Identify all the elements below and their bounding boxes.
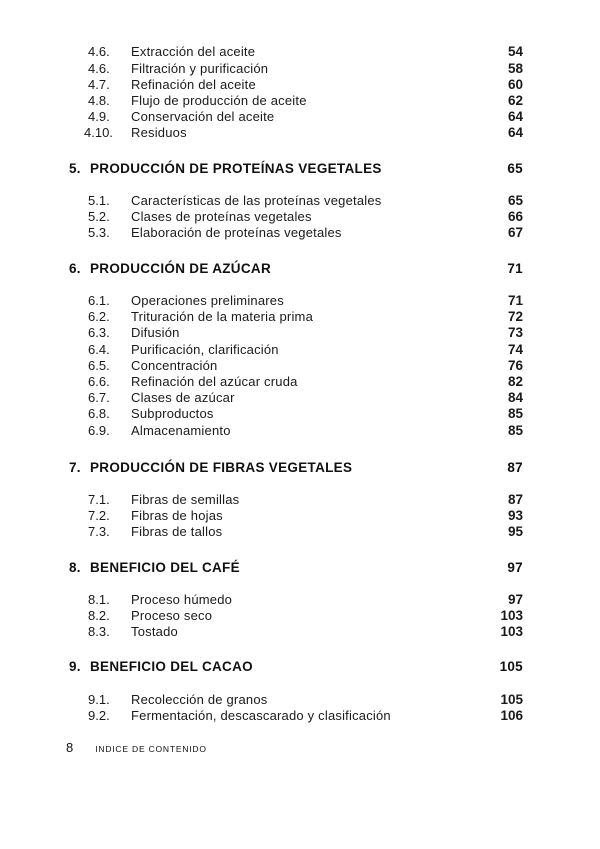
entry-number: 7.1. (88, 492, 110, 507)
chapter-page: 97 (507, 560, 523, 575)
entry-title: Subproductos (131, 406, 214, 421)
entry-number: 7.2. (88, 508, 110, 523)
chapter-title: BENEFICIO DEL CACAO (90, 659, 253, 674)
entry-number: 8.2. (88, 608, 110, 623)
entry-page: 95 (507, 524, 523, 539)
entry-number: 7.3. (88, 524, 110, 539)
entry-number: 9.2. (88, 708, 110, 723)
entry-title: Concentración (131, 358, 218, 373)
entry-title: Fibras de hojas (131, 508, 223, 523)
entry-title: Operaciones preliminares (131, 293, 284, 308)
chapter-number: 5. (69, 161, 81, 176)
toc-entry (88, 342, 525, 358)
toc-entry (88, 692, 525, 708)
toc-entry (88, 309, 525, 325)
chapter-number: 8. (69, 560, 81, 575)
entry-number: 5.2. (88, 209, 110, 224)
entry-number: 8.3. (88, 624, 110, 639)
toc-entry (88, 592, 525, 608)
entry-title: Fermentación, descascarado y clasificación (131, 708, 391, 723)
entry-page: 87 (507, 492, 523, 507)
entry-number: 6.1. (88, 293, 110, 308)
entry-number: 5.3. (88, 225, 110, 240)
entry-title: Residuos (131, 125, 187, 140)
entry-title: Proceso seco (131, 608, 213, 623)
entry-page: 97 (507, 592, 523, 607)
entry-page: 82 (507, 374, 523, 389)
entry-title: Características de las proteínas vegetales (131, 193, 382, 208)
entry-page: 85 (507, 406, 523, 421)
entry-title: Conservación del aceite (131, 109, 275, 124)
entry-title: Recolección de granos (131, 692, 268, 707)
entry-title: Refinación del azúcar cruda (131, 374, 298, 389)
entry-page: 71 (507, 293, 523, 308)
chapter-number: 6. (69, 261, 81, 276)
toc-entry (88, 293, 525, 309)
entry-title: Tostado (131, 624, 178, 639)
entry-page: 76 (507, 358, 523, 373)
toc-entry (88, 193, 525, 209)
entry-title: Fibras de tallos (131, 524, 223, 539)
entry-page: 73 (507, 325, 523, 340)
entry-number: 4.10. (84, 125, 113, 140)
footer-label: INDICE DE CONTENIDO (95, 744, 207, 754)
chapter-title: PRODUCCIÓN DE PROTEÍNAS VEGETALES (90, 161, 382, 176)
entry-number: 6.2. (88, 309, 110, 324)
entry-page: 67 (507, 225, 523, 240)
toc-entry (88, 624, 525, 640)
entry-page: 74 (507, 342, 523, 357)
chapter-page: 105 (499, 659, 523, 674)
chapter-heading (69, 560, 525, 575)
entry-title: Almacenamiento (131, 423, 231, 438)
entry-number: 4.7. (88, 77, 110, 92)
entry-page: 62 (507, 93, 523, 108)
entry-number: 6.8. (88, 406, 110, 421)
entry-title: Elaboración de proteínas vegetales (131, 225, 342, 240)
chapter-heading (69, 659, 525, 674)
entry-page: 103 (500, 608, 523, 623)
entry-title: Fibras de semillas (131, 492, 240, 507)
entry-title: Purificación, clarificación (131, 342, 279, 357)
entry-title: Refinación del aceite (131, 77, 256, 92)
toc-entry (88, 44, 525, 60)
entry-number: 6.7. (88, 390, 110, 405)
chapter-title: PRODUCCIÓN DE AZÚCAR (90, 261, 271, 276)
page-footer (66, 740, 207, 755)
toc-entry (88, 708, 525, 724)
entry-title: Difusión (131, 325, 180, 340)
toc-entry (88, 109, 525, 125)
entry-number: 6.4. (88, 342, 110, 357)
entry-title: Proceso húmedo (131, 592, 233, 607)
entry-number: 9.1. (88, 692, 110, 707)
entry-title: Clases de proteínas vegetales (131, 209, 312, 224)
entry-page: 84 (507, 390, 523, 405)
entry-page: 85 (507, 423, 523, 438)
chapter-page: 71 (507, 261, 523, 276)
toc-entry (84, 125, 525, 141)
chapter-number: 7. (69, 460, 81, 475)
entry-number: 4.6. (88, 61, 110, 76)
chapter-page: 87 (507, 460, 523, 475)
entry-page: 72 (507, 309, 523, 324)
chapter-heading (69, 161, 525, 176)
entry-number: 6.9. (88, 423, 110, 438)
toc-entry (88, 93, 525, 109)
chapter-heading (69, 261, 525, 276)
entry-number: 4.9. (88, 109, 110, 124)
entry-title: Clases de azúcar (131, 390, 235, 405)
chapter-heading (69, 460, 525, 475)
footer-page-number: 8 (66, 740, 74, 755)
entry-title: Flujo de producción de aceite (131, 93, 307, 108)
entry-page: 106 (500, 708, 523, 723)
entry-title: Extracción del aceite (131, 44, 256, 59)
toc-entry (88, 406, 525, 422)
entry-page: 93 (507, 508, 523, 523)
toc-entry (88, 524, 525, 540)
toc-entry (88, 77, 525, 93)
entry-page: 58 (507, 61, 523, 76)
toc-entry (88, 325, 525, 341)
entry-page: 105 (500, 692, 523, 707)
entry-page: 64 (507, 125, 523, 140)
entry-number: 6.3. (88, 325, 110, 340)
entry-page: 60 (507, 77, 523, 92)
toc-entry (88, 225, 525, 241)
toc-entry (88, 608, 525, 624)
toc-entry (88, 423, 525, 439)
entry-number: 5.1. (88, 193, 110, 208)
entry-number: 4.8. (88, 93, 110, 108)
entry-number: 8.1. (88, 592, 110, 607)
entry-page: 66 (507, 209, 523, 224)
toc-entry (88, 492, 525, 508)
chapter-title: PRODUCCIÓN DE FIBRAS VEGETALES (90, 460, 353, 475)
toc-entry (88, 390, 525, 406)
toc-entry (88, 61, 525, 77)
chapter-page: 65 (507, 161, 523, 176)
entry-title: Trituración de la materia prima (131, 309, 314, 324)
toc-entry (88, 358, 525, 374)
entry-number: 6.5. (88, 358, 110, 373)
chapter-number: 9. (69, 659, 81, 674)
entry-page: 65 (507, 193, 523, 208)
entry-number: 6.6. (88, 374, 110, 389)
toc-entry (88, 374, 525, 390)
toc-entry (88, 508, 525, 524)
toc-entry (88, 209, 525, 225)
entry-page: 54 (507, 44, 523, 59)
chapter-title: BENEFICIO DEL CAFÉ (90, 560, 240, 575)
entry-number: 4.6. (88, 44, 110, 59)
entry-title: Filtración y purificación (131, 61, 269, 76)
entry-page: 64 (507, 109, 523, 124)
entry-page: 103 (500, 624, 523, 639)
